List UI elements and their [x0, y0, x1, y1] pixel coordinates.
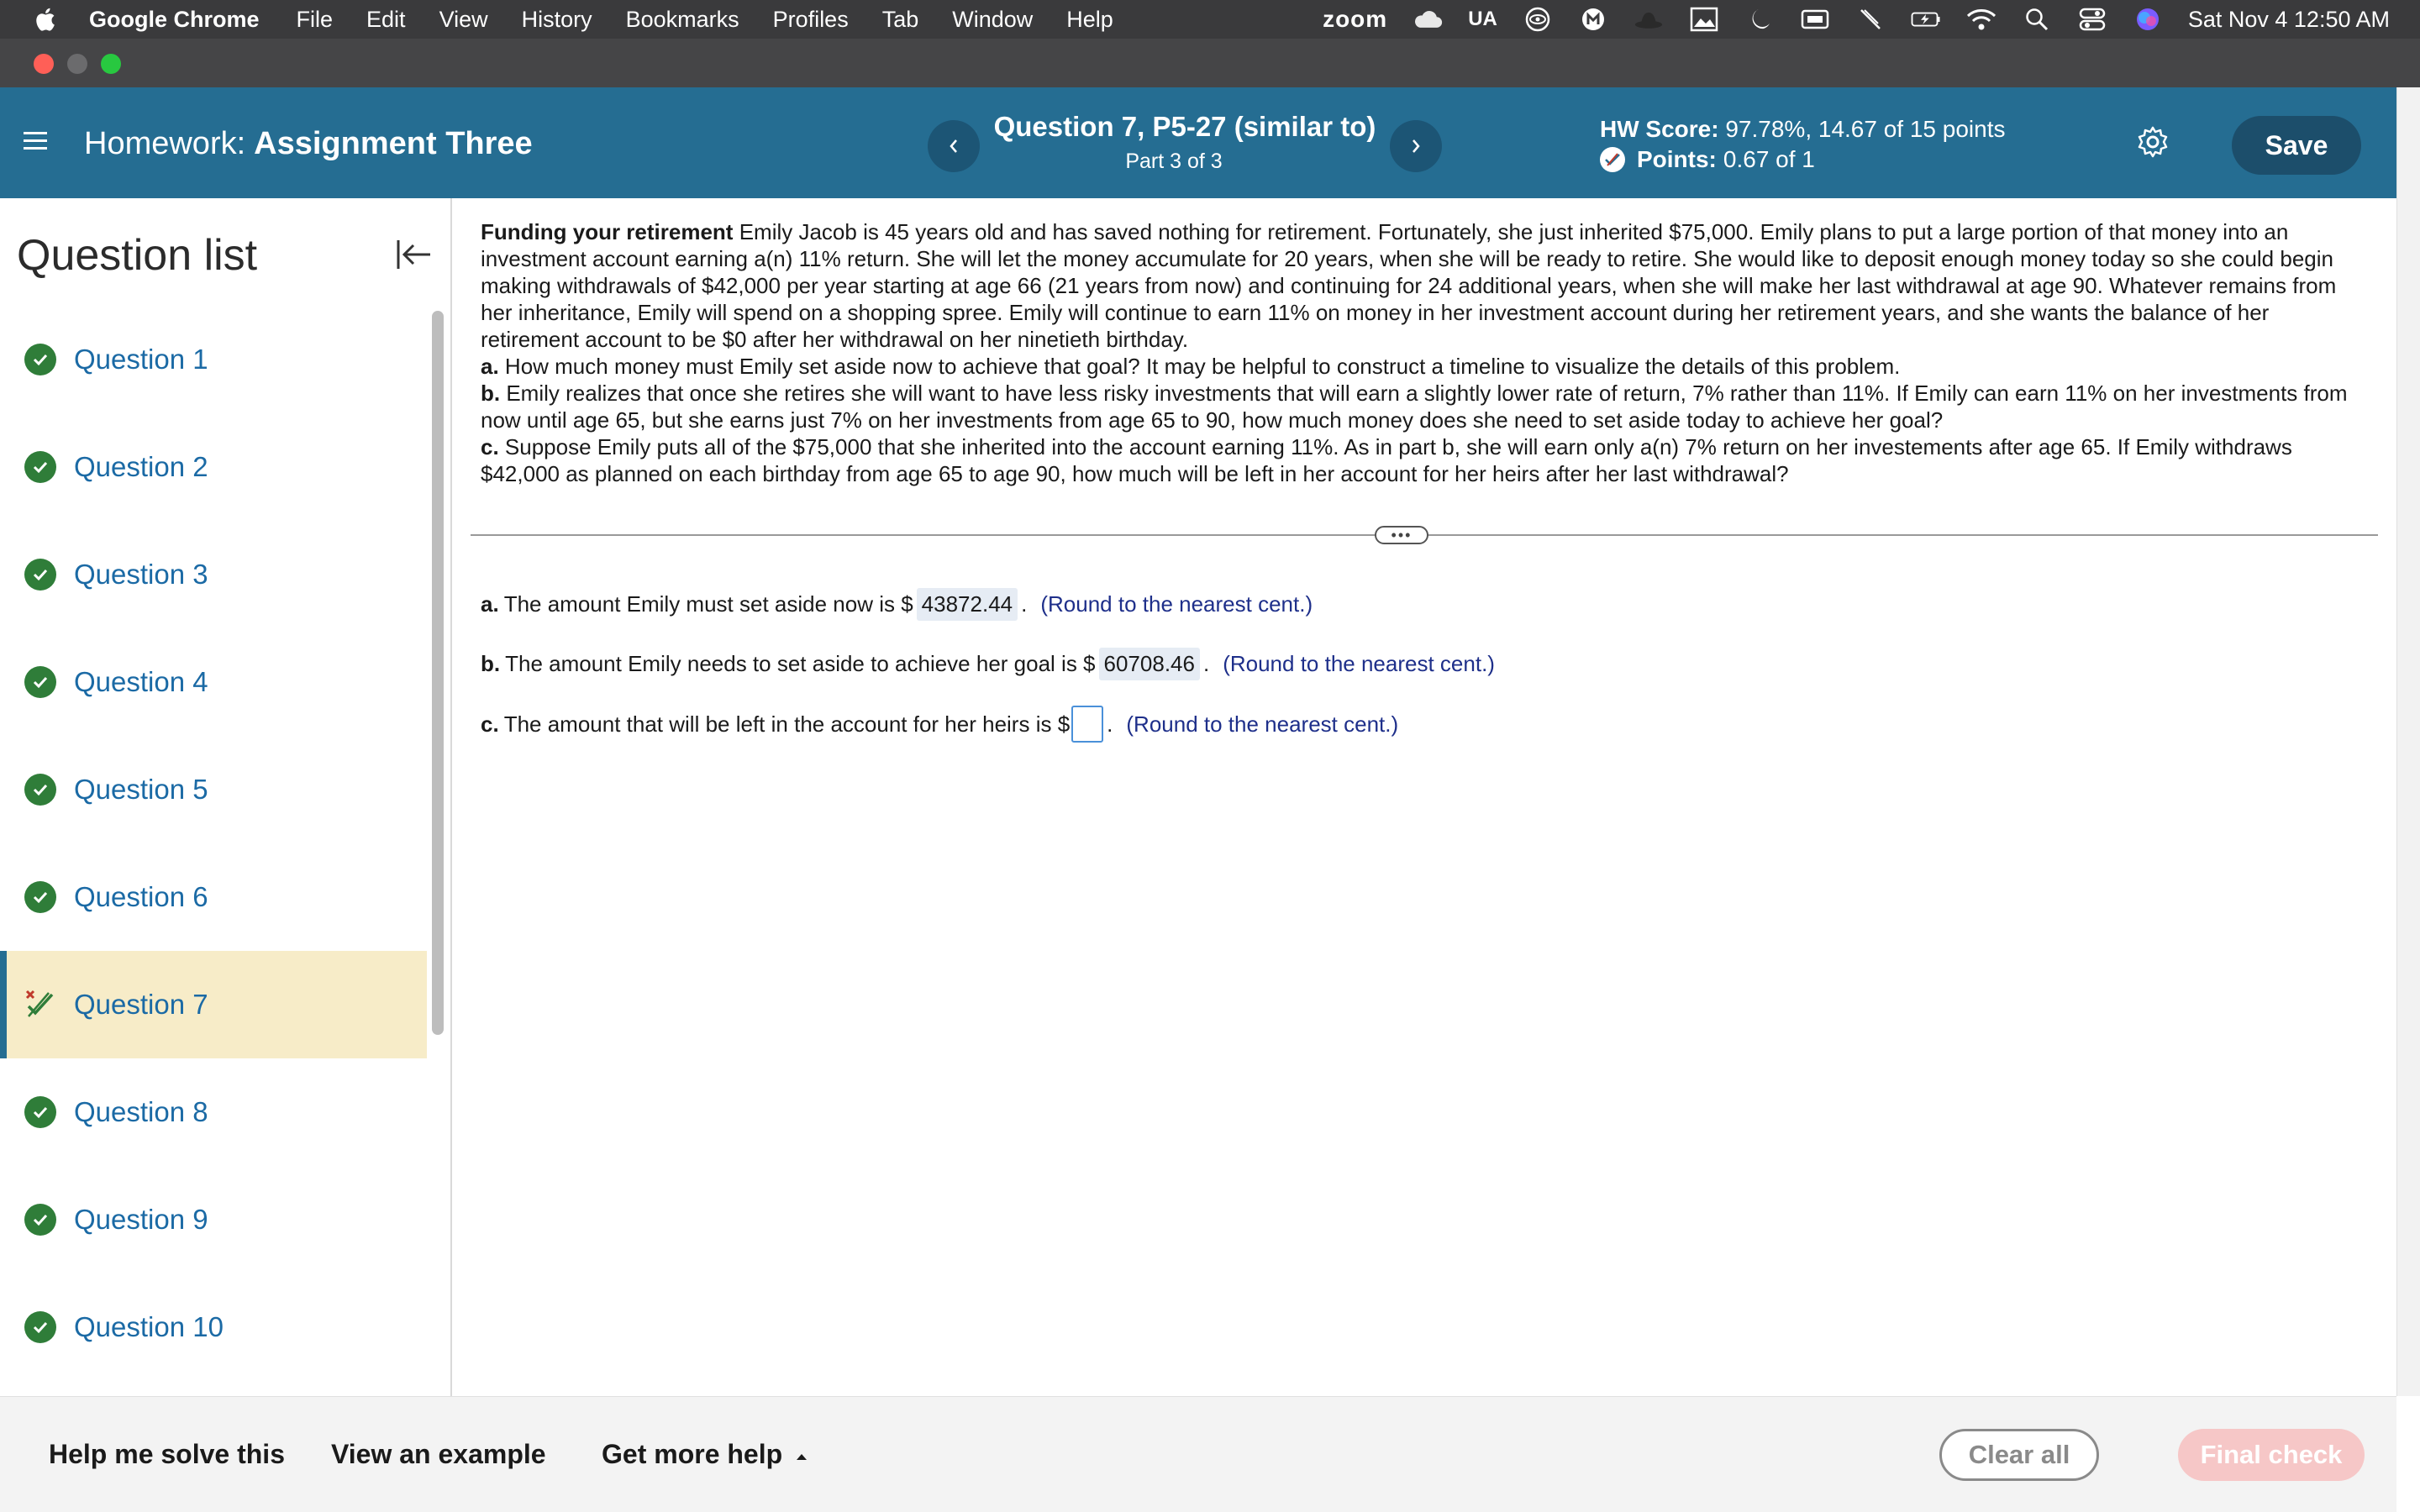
menubar-clock[interactable]: Sat Nov 4 12:50 AM: [2187, 6, 2390, 32]
macos-menu-bar: [0, 0, 2420, 39]
question-item-3[interactable]: [0, 521, 427, 628]
assignment-name: Assignment Three: [254, 126, 533, 161]
wifi-icon[interactable]: [1966, 7, 1996, 32]
view-example-button[interactable]: View an example: [331, 1439, 546, 1469]
question-label: Question 5: [74, 774, 208, 805]
partial-credit-icon: [24, 988, 57, 1021]
get-more-help-label: Get more help: [602, 1439, 783, 1469]
part-b-question: Emily realizes that once she retires she will want to have less risky investments that will earn a slightly lower rate of return, 7% rather than 11%. If Emily can earn 11% on her investments from now until age 65, but she earns just 7% on her investments from age 65 to 90, how much money does she need to set aside today to achieve her goal?: [481, 381, 2348, 433]
question-label: Question 1: [74, 344, 208, 375]
menu-bookmarks[interactable]: Bookmarks: [625, 6, 739, 32]
zoom-status-item[interactable]: zoom: [1323, 6, 1388, 32]
correct-check-icon: [24, 1095, 57, 1129]
answer-a-hint: (Round to the nearest cent.): [1040, 591, 1313, 617]
answer-c-hint: (Round to the nearest cent.): [1126, 711, 1399, 737]
final-check-button[interactable]: Final check: [2178, 1429, 2365, 1481]
answer-b-letter: b.: [481, 651, 501, 676]
eye-shield-icon[interactable]: [1523, 7, 1553, 32]
answer-a-value[interactable]: 43872.44: [917, 588, 1018, 621]
question-list-sidebar: [0, 198, 452, 1396]
question-label: Question 3: [74, 559, 208, 590]
hw-score-label: HW Score:: [1600, 116, 1719, 142]
question-list-title: Question list: [17, 231, 258, 280]
question-item-5[interactable]: [0, 736, 427, 843]
answer-c-input[interactable]: [1071, 706, 1103, 743]
menu-edit[interactable]: Edit: [366, 6, 406, 32]
problem-heading: Funding your retirement: [481, 219, 734, 244]
partial-credit-icon: [1600, 147, 1625, 172]
correct-check-icon: [24, 880, 57, 914]
correct-check-icon: [24, 450, 57, 484]
settings-gear-icon[interactable]: [2136, 125, 2170, 159]
question-label: Question 9: [74, 1204, 208, 1235]
answer-c-row: [481, 706, 1398, 743]
points-value: 0.67 of 1: [1723, 146, 1815, 172]
menu-history[interactable]: History: [521, 6, 592, 32]
question-part-indicator: Part 3 of 3: [1125, 150, 1223, 173]
window-minimize-button[interactable]: [67, 54, 87, 74]
menu-file[interactable]: File: [296, 6, 334, 32]
question-label: Question 6: [74, 881, 208, 912]
answer-b-row: [481, 648, 1495, 680]
answer-a-letter: a.: [481, 591, 499, 617]
question-item-2[interactable]: [0, 413, 427, 521]
homework-title-prefix: Homework:: [84, 126, 246, 161]
correct-check-icon: [24, 343, 57, 376]
correct-check-icon: [24, 665, 57, 699]
collapse-sidebar-icon[interactable]: [393, 234, 435, 276]
question-item-9[interactable]: [0, 1166, 427, 1273]
apple-icon[interactable]: [34, 7, 55, 32]
question-item-7[interactable]: [0, 951, 427, 1058]
question-content: [454, 198, 2396, 1396]
homework-title: [84, 126, 533, 162]
answer-b-hint: (Round to the nearest cent.): [1223, 651, 1495, 676]
answer-a-text: The amount Emily must set aside now is $: [503, 591, 913, 617]
answer-a-period: .: [1021, 591, 1028, 617]
question-label: Question 8: [74, 1096, 208, 1127]
help-footer: [0, 1396, 2396, 1512]
image-icon[interactable]: [1689, 7, 1719, 32]
question-title: Question 7, P5-27 (similar to): [993, 111, 1376, 142]
hamburger-menu-icon[interactable]: [22, 128, 49, 155]
next-question-button[interactable]: [1390, 120, 1442, 172]
question-list: [0, 306, 427, 1381]
question-label: Question 10: [74, 1311, 224, 1342]
part-c-question: Suppose Emily puts all of the $75,000 that she inherited into the account earning 11%. As in part b, she will earn only a(n) 7% return on her investements after age 65. If Emily withdraws $42,000 as planned on each birthday from age 65 to age 90, how much will be left in her account for her heirs after her last withdrawal?: [481, 434, 2292, 486]
sidebar-scrollbar[interactable]: [432, 311, 444, 1035]
window-zoom-button[interactable]: [101, 54, 121, 74]
control-center-icon[interactable]: [2077, 7, 2107, 32]
answer-b-value[interactable]: 60708.46: [1099, 648, 1200, 680]
answer-c-period: .: [1107, 711, 1113, 737]
assignment-header: [0, 87, 2396, 198]
menu-tab[interactable]: Tab: [881, 6, 919, 32]
problem-statement: [481, 218, 2363, 487]
hw-score-value: 97.78%, 14.67 of 15 points: [1725, 116, 2006, 142]
menu-profiles[interactable]: Profiles: [772, 6, 849, 32]
question-label: Question 7: [74, 989, 208, 1020]
ua-status-item[interactable]: UA: [1468, 8, 1497, 30]
question-label: Question 4: [74, 666, 208, 697]
part-b-letter: b.: [481, 381, 501, 406]
page-scrollbar[interactable]: [2396, 87, 2420, 1396]
spotlight-search-icon[interactable]: [2022, 7, 2052, 32]
correct-check-icon: [24, 773, 57, 806]
pen-slash-icon[interactable]: [1855, 7, 1886, 32]
hat-icon[interactable]: [1634, 7, 1664, 32]
menu-window[interactable]: Window: [952, 6, 1034, 32]
part-a-question: How much money must Emily set aside now to achieve that goal? It may be helpful to construct a timeline to visualize the details of this problem.: [498, 354, 1901, 379]
get-more-help-button[interactable]: [602, 1439, 808, 1470]
hw-score: [1600, 116, 2006, 143]
answer-a-row: [481, 588, 1313, 621]
question-label: Question 2: [74, 451, 208, 482]
points-label: Points:: [1637, 146, 1717, 172]
pane-resize-handle[interactable]: •••: [1375, 526, 1428, 544]
question-points: [1600, 146, 1815, 173]
status-menu-area: [1297, 0, 2390, 39]
save-button[interactable]: Save: [2232, 116, 2361, 175]
browser-title-strip: [0, 39, 2420, 87]
caret-up-icon: [795, 1452, 808, 1462]
menu-app-name[interactable]: Google Chrome: [89, 6, 260, 32]
answer-c-text: The amount that will be left in the account for her heirs is $: [503, 711, 1071, 737]
problem-intro: Emily Jacob is 45 years old and has saved nothing for retirement. Fortunately, she just inherited $75,000. Emily plans to put a large portion of that money into an investment account earning a(n) 11% return. She will let the money accumulate for 20 years, when she will be ready to retire. She would like to deposit enough money today so she could begin making withdrawals of $42,000 per year starting at age 66 (21 years from now) and continuing for 24 additional years, when she will make her last withdrawal at age 90. Whatever remains from her inheritance, Emily will spend on a shopping spree. Emily will continue to earn 11% on money in her investment account during her retirement years, and she wants the balance of her retirement account to be $0 after her withdrawal on her ninetieth birthday.: [481, 219, 2337, 352]
question-item-6[interactable]: [0, 843, 427, 951]
question-item-10[interactable]: [0, 1273, 427, 1381]
part-c-letter: c.: [481, 434, 499, 459]
question-item-1[interactable]: [0, 306, 427, 413]
cloud-icon[interactable]: [1413, 7, 1443, 32]
siri-icon[interactable]: [2133, 7, 2163, 32]
chevron-left-icon: [947, 137, 960, 155]
menu-help[interactable]: Help: [1066, 6, 1113, 32]
window-close-button[interactable]: [34, 54, 54, 74]
part-a-letter: a.: [481, 354, 499, 379]
battery-icon[interactable]: [1911, 7, 1941, 32]
answer-c-letter: c.: [481, 711, 499, 737]
question-item-4[interactable]: [0, 628, 427, 736]
menu-view[interactable]: View: [439, 6, 488, 32]
chevron-right-icon: [1409, 137, 1423, 155]
malwarebytes-icon[interactable]: [1578, 7, 1608, 32]
answer-b-period: .: [1202, 651, 1210, 676]
correct-check-icon: [24, 1310, 57, 1344]
answer-b-text: The amount Emily needs to set aside to achieve her goal is $: [505, 651, 1096, 676]
question-item-8[interactable]: [0, 1058, 427, 1166]
correct-check-icon: [24, 558, 57, 591]
correct-check-icon: [24, 1203, 57, 1236]
help-me-solve-button[interactable]: Help me solve this: [49, 1439, 285, 1469]
clear-all-button[interactable]: Clear all: [1939, 1429, 2099, 1481]
moon-icon[interactable]: [1744, 7, 1775, 32]
keyboard-icon[interactable]: [1800, 7, 1830, 32]
